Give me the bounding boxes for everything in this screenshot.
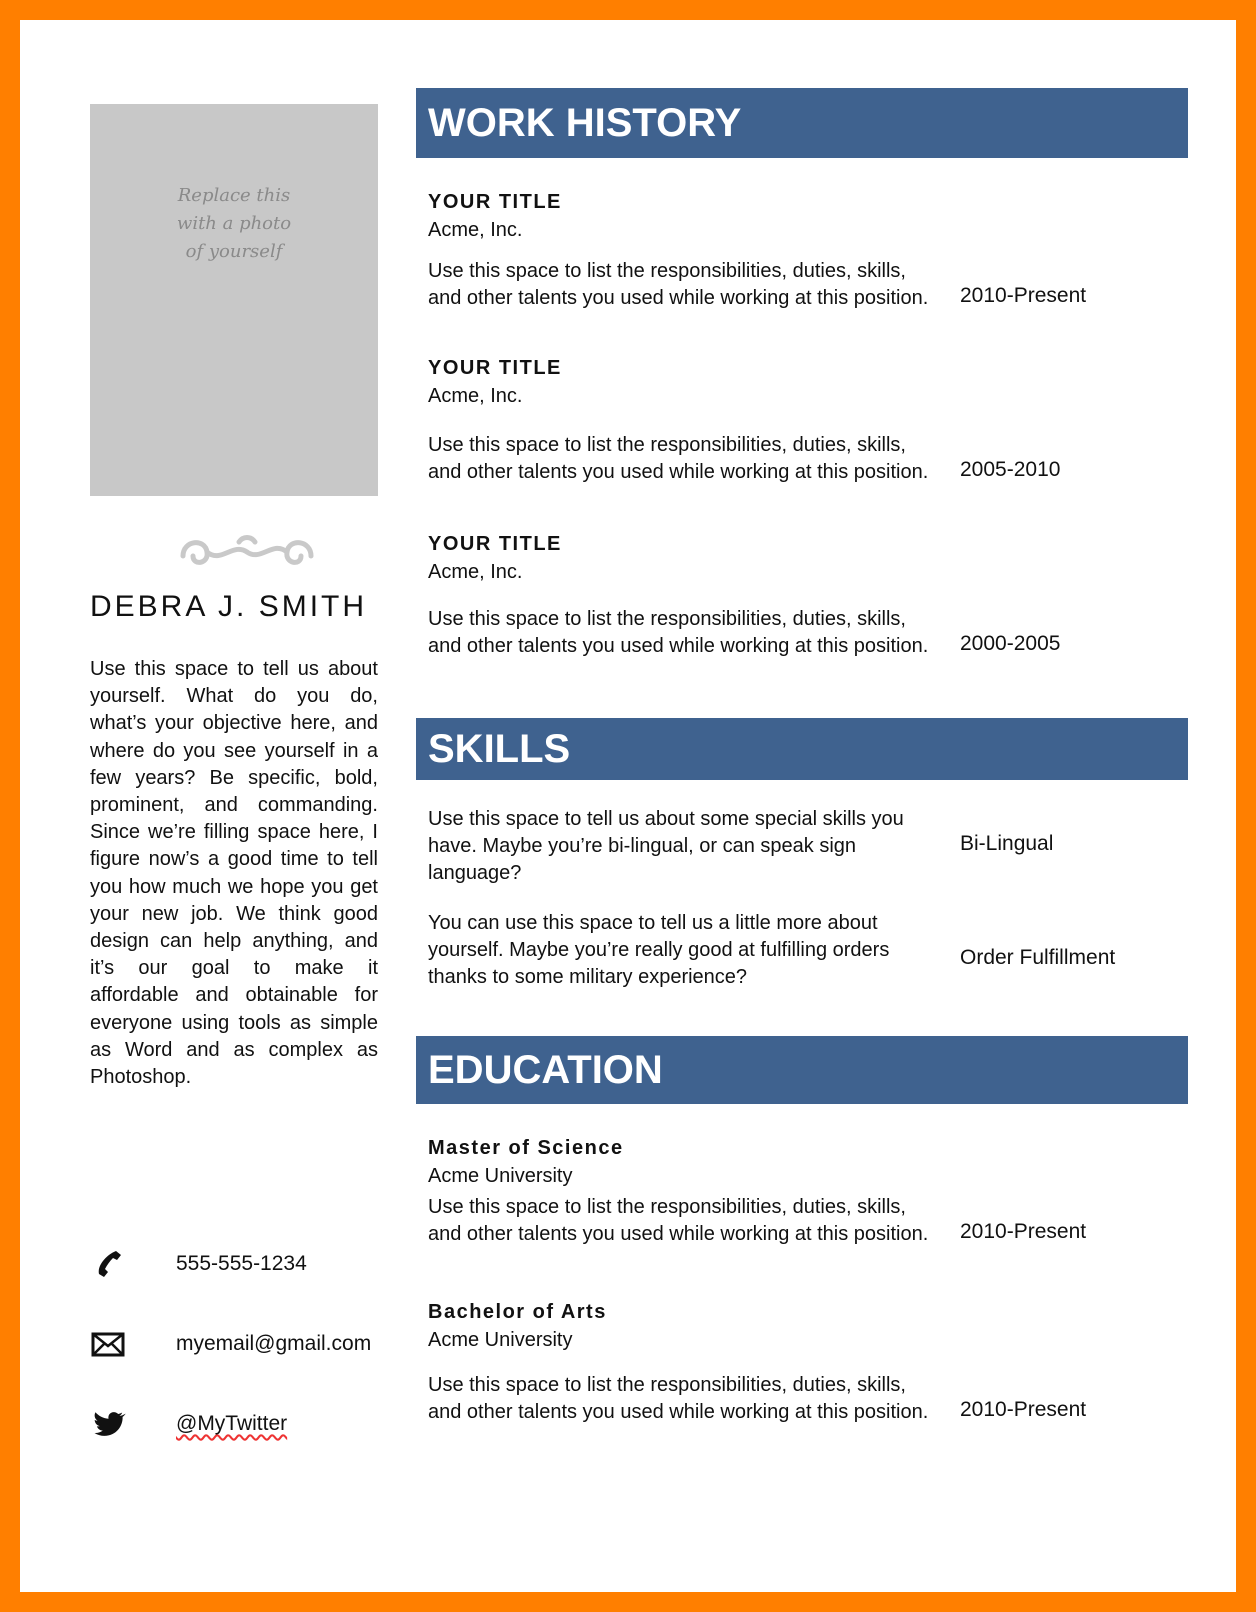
education-description: Use this space to list the responsibilities, duties, skills, and other talents you used while working at this position. [428,1374,929,1423]
job-description: Use this space to list the responsibilities, duties, skills, and other talents you used while working at this position. [428,608,929,657]
skill-label: Bi-Lingual [960,832,1054,855]
skill-description: Use this space to tell us about some special skills you have. Maybe you’re bi-lingual, or can speak sign language? [428,808,904,884]
work-history-heading: WORK HISTORY [416,88,1188,158]
school-name: Acme University [428,1165,573,1187]
job-description: Use this space to list the responsibilities, duties, skills, and other talents you used while working at this position. [428,434,929,483]
bio-paragraph: Use this space to tell us about yourself. What do you do, what’s your objective here, and where do you see yourself in a few years? Be specific, bold, prominent, and commanding. Since we’re filling space here, I figure now’s a good time to tell you how much we hope you get your new job. We think good design can help anything, and it’s our goal to make it affordable and obtainable for everyone using tools as simple as Word and as complex as Photoshop. [90,658,378,1089]
work-entry [428,188,1188,338]
job-date: 2000-2005 [960,632,1061,655]
education-entry [428,1298,1188,1448]
decorative-flourish-icon [177,528,317,572]
contact-email [90,1326,390,1366]
job-company: Acme, Inc. [428,385,523,407]
job-title: YOUR TITLE [428,191,562,213]
job-description: Use this space to list the responsibilities, duties, skills, and other talents you used while working at this position. [428,260,929,309]
degree-title: Master of Science [428,1137,624,1159]
job-date: 2010-Present [960,284,1087,307]
job-title: YOUR TITLE [428,357,562,379]
contact-twitter [90,1406,390,1446]
contact-phone [90,1246,390,1286]
skill-label: Order Fulfillment [960,946,1116,969]
education-description: Use this space to list the responsibilities, duties, skills, and other talents you used while working at this position. [428,1196,929,1245]
email-address: myemail@gmail.com [176,1332,372,1355]
education-date: 2010-Present [960,1220,1087,1243]
job-company: Acme, Inc. [428,219,523,241]
education-heading: EDUCATION [416,1036,1188,1104]
degree-title: Bachelor of Arts [428,1301,607,1323]
phone-icon [90,1248,126,1280]
twitter-bird-icon [90,1408,126,1440]
skill-item [428,806,1188,887]
job-title: YOUR TITLE [428,533,562,555]
work-entry [428,530,1188,690]
skill-description: You can use this space to tell us a little more about yourself. Maybe you’re really good at fulfilling orders thanks to some military experience? [428,912,890,988]
phone-number: 555-555-1234 [176,1252,307,1275]
school-name: Acme University [428,1329,573,1351]
candidate-name: DEBRA J. SMITH [90,590,368,623]
photo-placeholder[interactable] [90,104,378,496]
work-entry [428,354,1188,514]
photo-placeholder-text: Replace this with a photo of yourself [176,185,292,262]
education-entry [428,1134,1188,1264]
job-company: Acme, Inc. [428,561,523,583]
resume-page [20,20,1236,1592]
skills-heading: SKILLS [416,718,1188,780]
mail-icon [90,1328,126,1360]
skill-item [428,910,1188,991]
job-date: 2005-2010 [960,458,1061,481]
education-date: 2010-Present [960,1398,1087,1421]
twitter-handle[interactable]: @MyTwitter [176,1412,288,1435]
